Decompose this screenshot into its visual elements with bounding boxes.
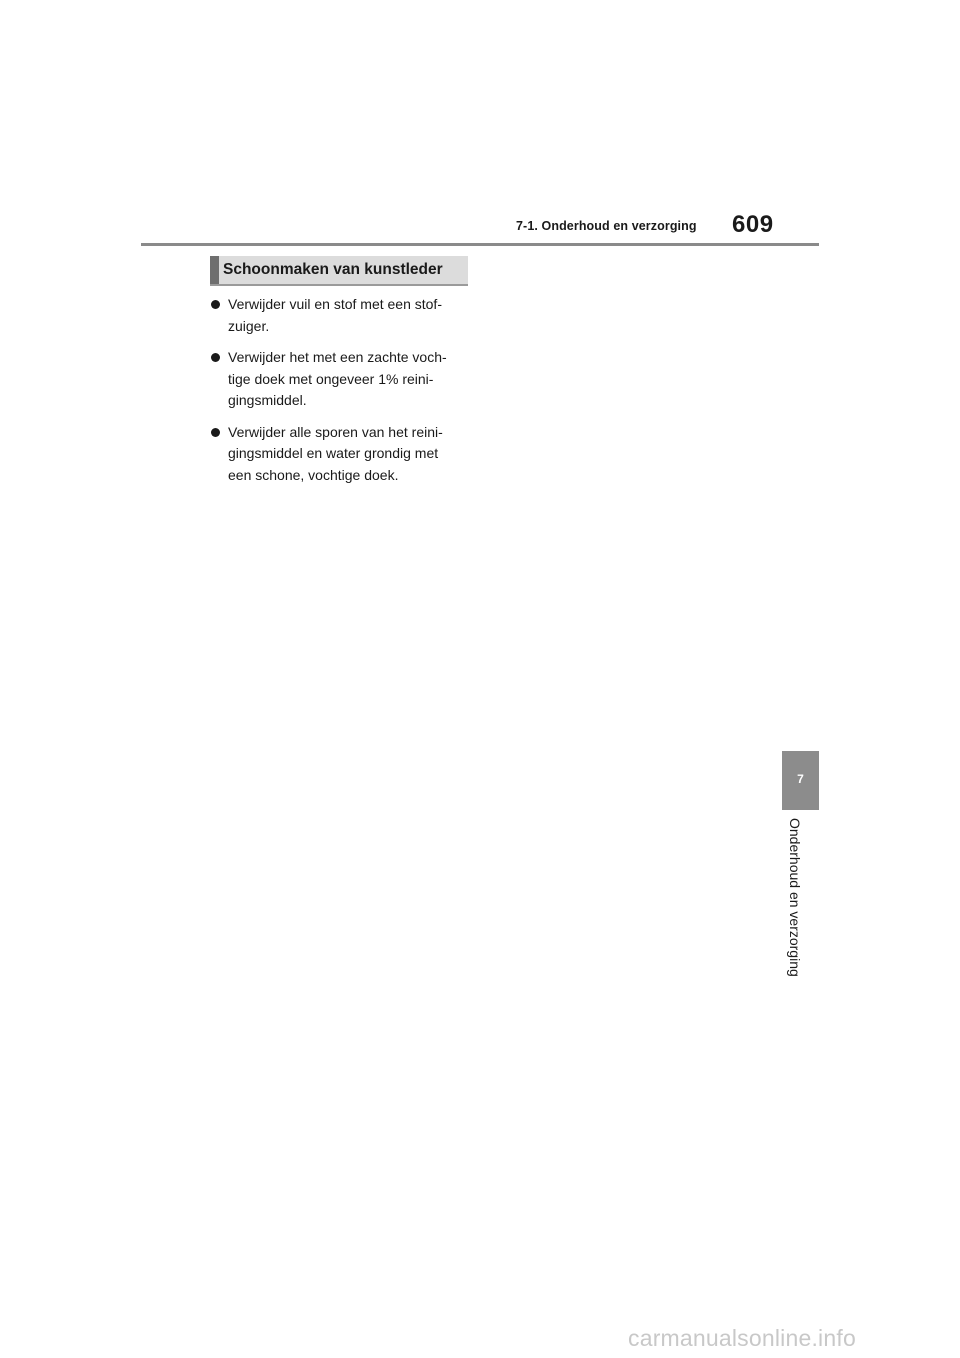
page-number: 609 [732,211,774,238]
bullet-icon [211,428,220,437]
bullet-line: Verwijder vuil en stof met een stof- [228,296,442,312]
bullet-list [210,294,480,496]
bullet-line: Verwijder het met een zachte voch- [228,349,447,365]
bullet-line: gingsmiddel. [228,392,307,408]
running-header: 7-1. Onderhoud en verzorging [516,219,697,233]
section-heading-box [210,256,468,286]
bullet-line: tige doek met ongeveer 1% reini- [228,370,434,387]
header-rule [141,243,819,246]
chapter-side-label: Onderhoud en verzorging [787,818,803,977]
chapter-number: 7 [797,772,804,786]
list-item [210,347,480,412]
bullet-icon [211,353,220,362]
bullet-icon [211,300,220,309]
section-heading-bar [210,256,219,284]
watermark: carmanualsonline.info [628,1325,856,1351]
list-item [210,422,480,487]
bullet-line: zuiger. [228,317,270,334]
bullet-line: Verwijder alle sporen van het reini- [228,423,443,440]
chapter-tab [782,751,819,810]
bullet-line: gingsmiddel en water grondig met [228,445,439,461]
section-title: Schoonmaken van kunstleder [223,261,443,278]
list-item [210,294,480,337]
bullet-line: een schone, vochtige doek. [228,466,399,483]
